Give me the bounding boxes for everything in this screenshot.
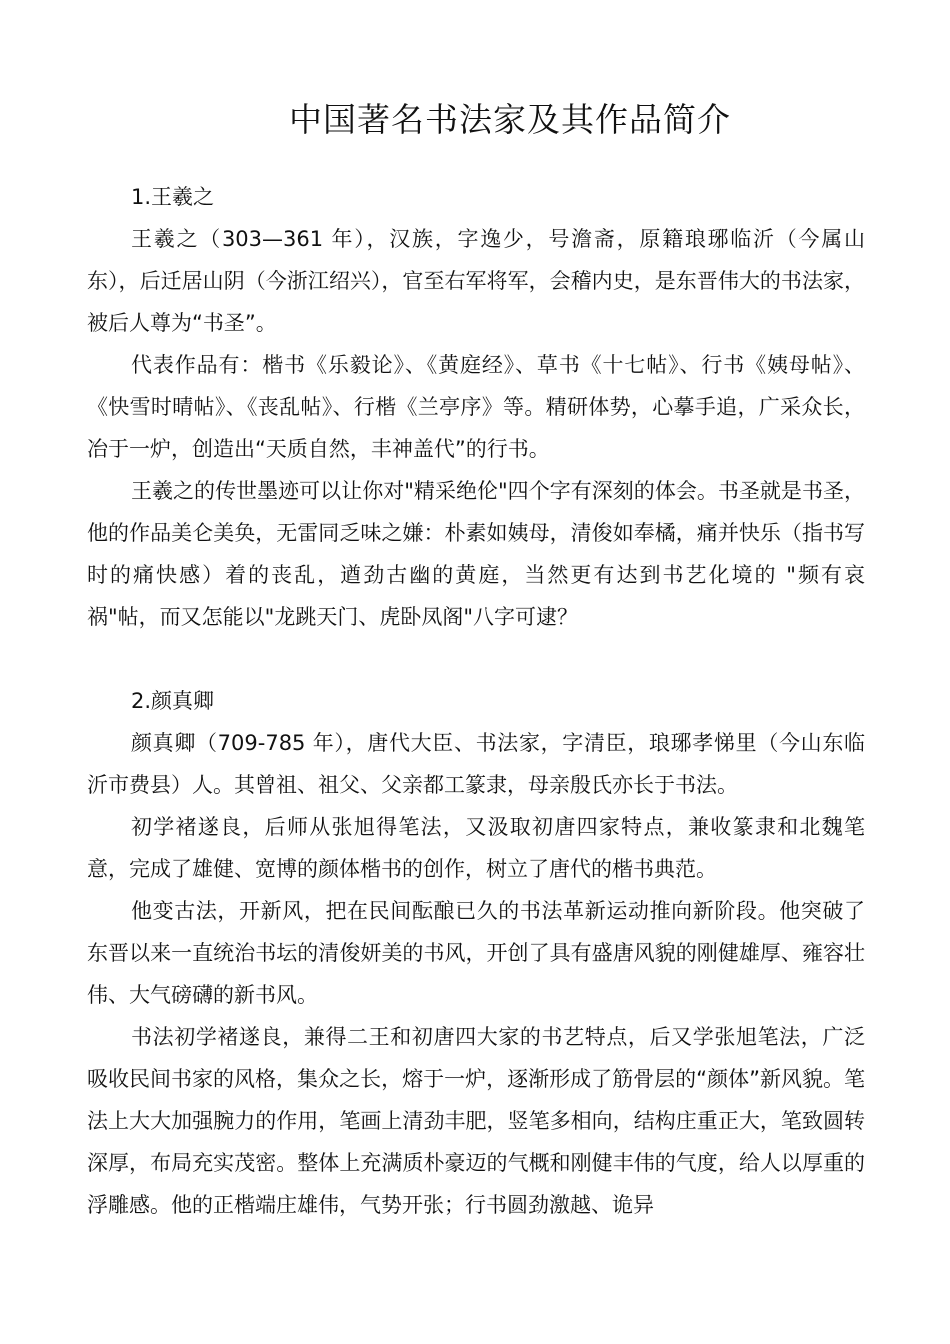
paragraph: 代表作品有：楷书《乐毅论》、《黄庭经》、草书《十七帖》、行书《姨母帖》、《快雪时晴帖》、《丧乱帖》、行楷《兰亭序》等。精研体势，心摹手追，广采众长，冶于一炉，创造出“天质自然，丰神盖代”的行书。	[87, 353, 865, 461]
paragraph: 颜真卿（709-785 年），唐代大臣、书法家，字清臣，琅琊孝悌里（今山东临沂市费县）人。其曾祖、祖父、父亲都工篆隶，母亲殷氏亦长于书法。	[87, 731, 865, 797]
paragraph: 王羲之（303—361 年），汉族，字逸少，号澹斋，原籍琅琊临沂（今属山东），后迁居山阴（今浙江绍兴），官至右军将军，会稽内史，是东晋伟大的书法家，被后人尊为“书圣”。	[87, 227, 865, 335]
section-heading: 2.颜真卿	[131, 689, 215, 713]
paragraph: 书法初学褚遂良，兼得二王和初唐四大家的书艺特点，后又学张旭笔法，广泛吸收民间书家的风格，集众之长，熔于一炉，逐渐形成了筋骨层的“颜体”新风貌。笔法上大大加强腕力的作用，笔画上清劲丰肥，竖笔多相向，结构庄重正大，笔致圆转深厚，布局充实茂密。整体上充满质朴豪迈的气概和刚健丰伟的气度，给人以厚重的浮雕感。他的正楷端庄雄伟，气势开张；行书圆劲激越、诡异	[87, 1025, 865, 1217]
section-wang-xizhi	[87, 176, 865, 638]
section-heading: 1.王羲之	[131, 185, 215, 209]
section-yan-zhenqing	[87, 680, 865, 1226]
paragraph: 他变古法，开新风，把在民间酝酿已久的书法革新运动推向新阶段。他突破了东晋以来一直统治书坛的清俊妍美的书风，开创了具有盛唐风貌的刚健雄厚、雍容壮伟、大气磅礴的新书风。	[87, 899, 865, 1007]
document-title: 中国著名书法家及其作品简介	[289, 100, 731, 139]
document-body	[87, 176, 865, 1226]
paragraph: 王羲之的传世墨迹可以让你对"精采绝伦"四个字有深刻的体会。书圣就是书圣，他的作品美仑美奂，无雷同乏味之嫌：朴素如姨母，清俊如奉橘，痛并快乐（指书写时的痛快感）着的丧乱，遒劲古幽的黄庭，当然更有达到书艺化境的 "频有哀祸"帖，而又怎能以"龙跳天门、虎卧凤阁"八字可逮？	[87, 479, 865, 629]
paragraph: 初学褚遂良，后师从张旭得笔法，又汲取初唐四家特点，兼收篆隶和北魏笔意，完成了雄健、宽博的颜体楷书的创作，树立了唐代的楷书典范。	[87, 815, 865, 881]
